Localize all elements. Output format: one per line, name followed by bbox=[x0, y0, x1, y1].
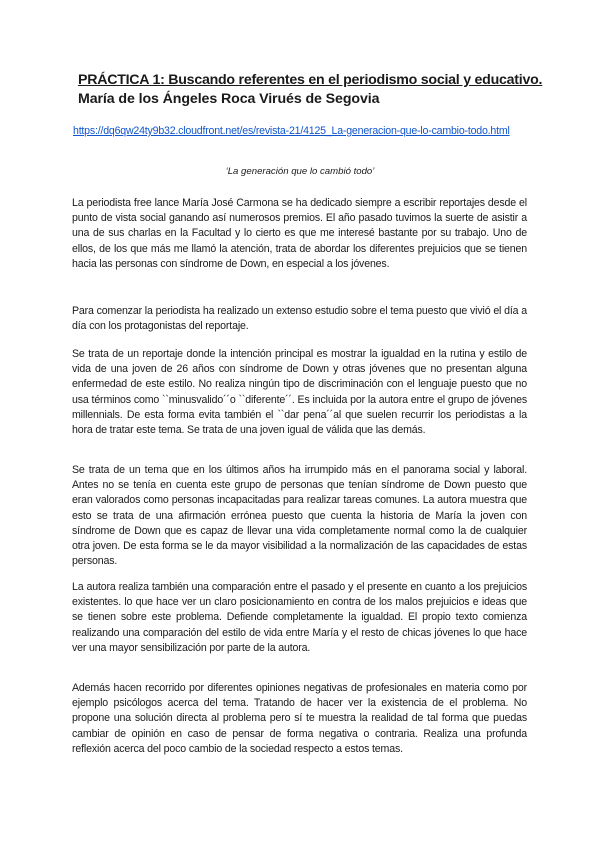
article-link[interactable]: https://dq6qw24ty9b32.cloudfront.net/es/revista-21/4125_La-generacion-que-lo-cambio-todo.html bbox=[73, 125, 510, 137]
paragraph-6: Además hacen recorrido por diferentes opiniones negativas de profesionales en materia como por ejemplo psicólogos acerca del tema. Tratando de hacer ver la existencia de el problema. No propone una solución directa al problema pero sí te muestra la realidad de tal forma que puedas cambiar de opinión en caso de pensar de forma negativa o contraria. Realiza una profunda reflexión acerca del poco cambio de la sociedad respecto a estos temas. bbox=[72, 682, 527, 755]
paragraph-3: Se trata de un reportaje donde la intención principal es mostrar la igualdad en la rutina y estilo de vida de una joven de 26 años con síndrome de Down y otras jóvenes que no presentan alguna enfermedad de este estilo. No realiza ningún tipo de discriminación con el lenguaje puesto que no usa términos como ``minusvalido´´o ``diferente´´. Es incluida por la autora entre el grupo de jóvenes millennials. De esta forma evita también el ``dar pena´´al que suelen recurrir los periodistas a la hora de tratar este tema. Se trata de una joven igual de válida que las demás. bbox=[72, 348, 527, 437]
paragraph-2: Para comenzar la periodista ha realizado un extenso estudio sobre el tema puesto que vivió el día a día con los protagonistas del reportaje. bbox=[72, 305, 527, 333]
paragraph-1: La periodista free lance María José Carmona se ha dedicado siempre a escribir reportajes desde el punto de vista social ganando así numerosos premios. El año pasado tuvimos la suerte de asistir a una de sus charlas en la Facultad y lo cierto es que me interesé bastante por su trabajo. Uno de ellos, de los que más me llamó la atención, trata de abordar los diferentes prejuicios que se tienen hacia las personas con síndrome de Down, en especial a los jóvenes. bbox=[72, 197, 527, 270]
paragraph-5: La autora realiza también una comparación entre el pasado y el presente en cuanto a los prejuicios existentes. lo que hace ver un claro posicionamiento en contra de los malos prejuicios e ideas que se tienen sobre este problema. Defiende completamente la igualdad. El propio texto comienza realizando una comparación del estilo de vida entre María y el resto de chicas jóvenes lo que hace ver una mayor sensibilización por parte de la autora. bbox=[72, 581, 527, 654]
article-quote-title: ‘La generación que lo cambió todo’ bbox=[225, 166, 375, 177]
paragraph-4: Se trata de un tema que en los últimos años ha irrumpido más en el panorama social y laboral. Antes no se tenía en cuenta este grupo de personas que tenían síndrome de Down puesto que eran valorados como personas incapacitadas para realizar tareas comunes. La autora muestra que esto se trata de una afirmación errónea puesto que cuenta la historia de María la joven con síndrome de Down que es capaz de llevar una vida completamente normal como la de cualquier otra joven. De esta forma se le da mayor visibilidad a la normalización de las capacidades de estas personas. bbox=[72, 464, 527, 568]
author-name: María de los Ángeles Roca Virués de Segovia bbox=[78, 91, 380, 107]
document-title: PRÁCTICA 1: Buscando referentes en el periodismo social y educativo. bbox=[78, 72, 543, 88]
